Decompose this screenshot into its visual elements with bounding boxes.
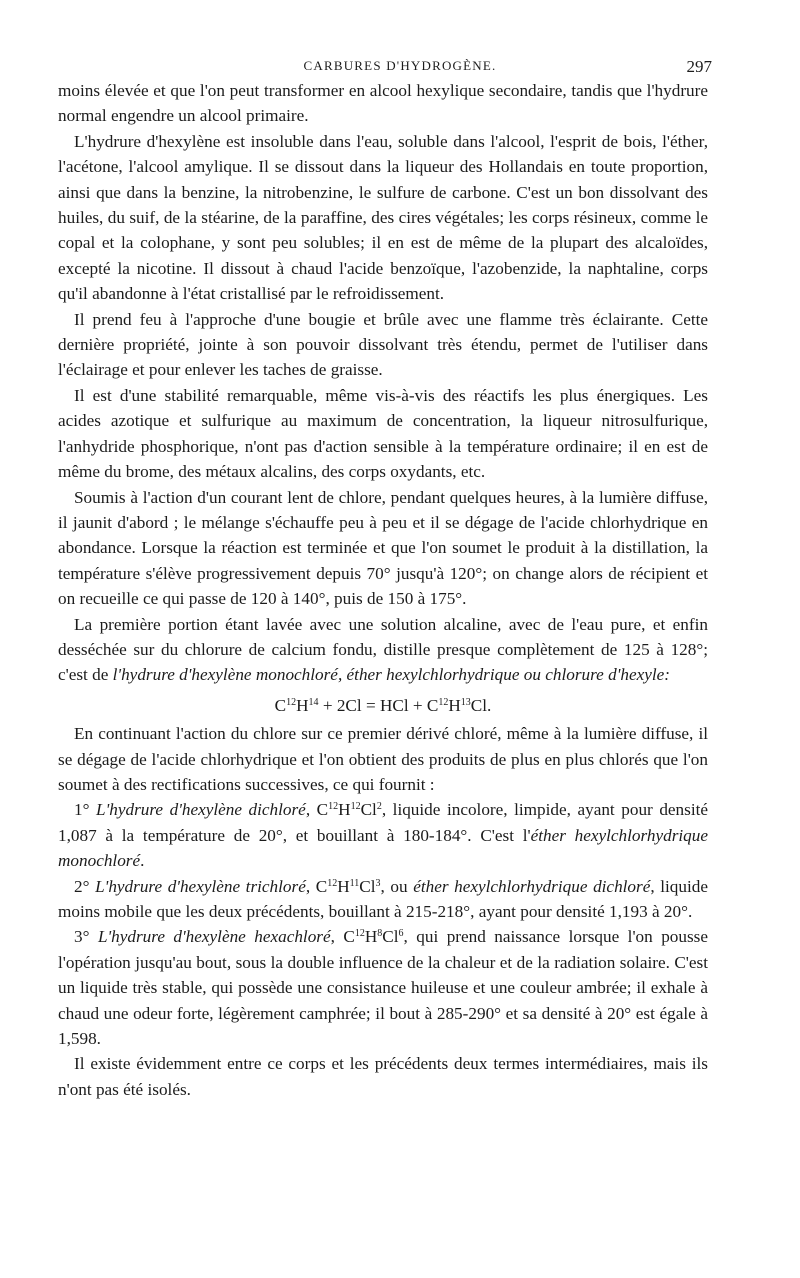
- text-run: Cl: [359, 876, 376, 896]
- formula-sup: 8: [377, 928, 383, 940]
- formula-sup: 12: [350, 801, 361, 813]
- enum-item-dichloro: [58, 797, 708, 873]
- formula-sup: 14: [308, 696, 319, 708]
- formula-sup: 3: [375, 877, 381, 889]
- italic-term: L'hydrure d'hexylène dichloré: [96, 800, 306, 820]
- formula-part: + 2Cl = HCl + C: [322, 695, 439, 715]
- page-number: 297: [686, 57, 712, 76]
- running-title: CARBURES D'HYDROGÈNE.: [303, 58, 497, 73]
- paragraph-further-chlorination: En continuant l'action du chlore sur ce premier dérivé chloré, même à la lumière diffuse, il se dégage de l'acide chlorhydrique et l'on obtient des produits de plus en plus chlorés que l'on soumet à des rectifications successives, ce qui fournit :: [58, 724, 708, 794]
- formula-sup: 12: [328, 801, 339, 813]
- text-run: , qui prend naissance lorsque l'on pousse l'opération jusqu'au bout, sous la double influence de la chaleur et de la radiation solaire. C'est un liquide très stable, qui possède une consistance huileuse et une couleur ambrée; il exhale à chaud une odeur forte, légèrement camphrée; il bout à 285-290° et sa densité à 20° est égale à 1,598.: [58, 927, 708, 1049]
- formula-sup: 6: [398, 928, 404, 940]
- text-run: , liquide incolore, limpide, ayant pour densité 1,087 à la température de 20°, et bouillant à 180-184°. C'est l': [58, 800, 709, 845]
- italic-term: éther hexylchlorhydrique monochloré: [58, 825, 708, 871]
- paragraph-combustion: Il prend feu à l'approche d'une bougie et brûle avec une flamme très éclairante. Cette dernière propriété, jointe à son pouvoir dissolvant très étendu, permet de l'utiliser dans l'éclairage et pour enlever les taches de graisse.: [58, 309, 708, 380]
- body-text: [58, 78, 708, 1102]
- running-head: [0, 58, 800, 80]
- formula-sup: 13: [460, 696, 471, 708]
- paragraph-chlorination: Soumis à l'action d'un courant lent de chlore, pendant quelques heures, à la lumière diffuse, il jaunit d'abord ; le mélange s'échauffe peu à peu et il se dégage de l'acide chlorhydrique en abondance. Lorsque la réaction est terminée et que l'on soumet le produit à la distillation, la température s'élève progressivement depuis 70° jusqu'à 120°; on change alors de récipient et on recueille ce qui passe de 120 à 140°, puis de 150 à 175°.: [58, 487, 708, 609]
- italic-term: l'hydrure d'hexylène monochloré, éther hexylchlorhydrique ou chlorure d'hexyle:: [112, 665, 670, 685]
- text-run: H: [338, 800, 351, 820]
- italic-term: L'hydrure d'hexylène hexachloré: [97, 927, 331, 947]
- formula-sup: 12: [354, 928, 365, 940]
- paragraph-text: La première portion étant lavée avec une solution alcaline, avec de l'eau pure, et enfin desséchée sur du chlorure de calcium fondu, distille presque complètement de 125 à 128°; c'est de: [58, 614, 708, 685]
- formula-part: C: [274, 695, 287, 715]
- formula-sup: 12: [286, 696, 297, 708]
- italic-term: L'hydrure d'hexylène trichloré: [95, 876, 306, 896]
- paragraph-monochloride: [58, 612, 708, 688]
- text-run: , ou: [380, 876, 414, 896]
- text-run: H: [364, 927, 378, 947]
- text-run: , C: [305, 800, 329, 820]
- formula-sup: 12: [327, 877, 338, 889]
- formula-sup: 2: [376, 801, 382, 813]
- enum-item-hexachloro: [58, 924, 708, 1051]
- formula-sup: 11: [349, 877, 360, 889]
- enum-number: 2°: [74, 876, 96, 896]
- text-run: Cl: [360, 800, 377, 820]
- text-run: , C: [330, 927, 355, 947]
- text-run: , liquide moins mobile que les deux précédents, bouillant à 215-218°, ayant pour densité 1,193 à 20°.: [58, 876, 708, 921]
- text-run: H: [337, 876, 350, 896]
- formula-sup: 12: [438, 696, 449, 708]
- italic-term: éther hexylchlorhydrique dichloré: [413, 876, 651, 896]
- paragraph-intermediates: Il existe évidemment entre ce corps et les précédents deux termes intermédiaires, mais ils n'ont pas été isolés.: [58, 1054, 708, 1099]
- chemical-equation: [58, 693, 708, 718]
- enum-number: 1°: [74, 800, 97, 820]
- formula-part: H: [448, 695, 461, 715]
- paragraph-continuation: moins élevée et que l'on peut transformer en alcool hexylique secondaire, tandis que l'hydrure normal engendre un alcool primaire.: [58, 81, 708, 126]
- enum-item-trichloro: [58, 874, 708, 925]
- formula-part: H: [296, 695, 309, 715]
- enum-number: 3°: [74, 927, 98, 947]
- text-run: .: [140, 851, 145, 871]
- text-run: Cl: [382, 927, 399, 947]
- paragraph-solubility: L'hydrure d'hexylène est insoluble dans l'eau, soluble dans l'alcool, l'esprit de bois, l'éther, l'acétone, l'alcool amylique. Il se dissout dans la liqueur des Hollandais en toute proportion, ainsi que dans la benzine, la nitrobenzine, le sulfure de carbone. C'est un bon dissolvant des huiles, du suif, de la stéarine, de la paraffine, des cires végétales; les corps résineux, comme le copal et la colophane, y sont peu solubles; il en est de même de la plupart des alcaloïdes, excepté la nicotine. Il dissout à chaud l'acide benzoïque, l'azobenzide, la naphtaline, corps qu'il abandonne à l'état cristallisé par le refroidissement.: [58, 131, 708, 304]
- formula-part: Cl.: [470, 695, 492, 715]
- paragraph-stability: Il est d'une stabilité remarquable, même vis-à-vis des réactifs les plus énergiques. Les acides azotique et sulfurique au maximum de concentration, la liqueur nitrosulfurique, l'anhydride phosphorique, n'ont pas d'action sensible à la température ordinaire; il en est de même du brome, des métaux alcalins, des corps oxydants, etc.: [58, 385, 708, 482]
- text-run: , C: [305, 876, 328, 896]
